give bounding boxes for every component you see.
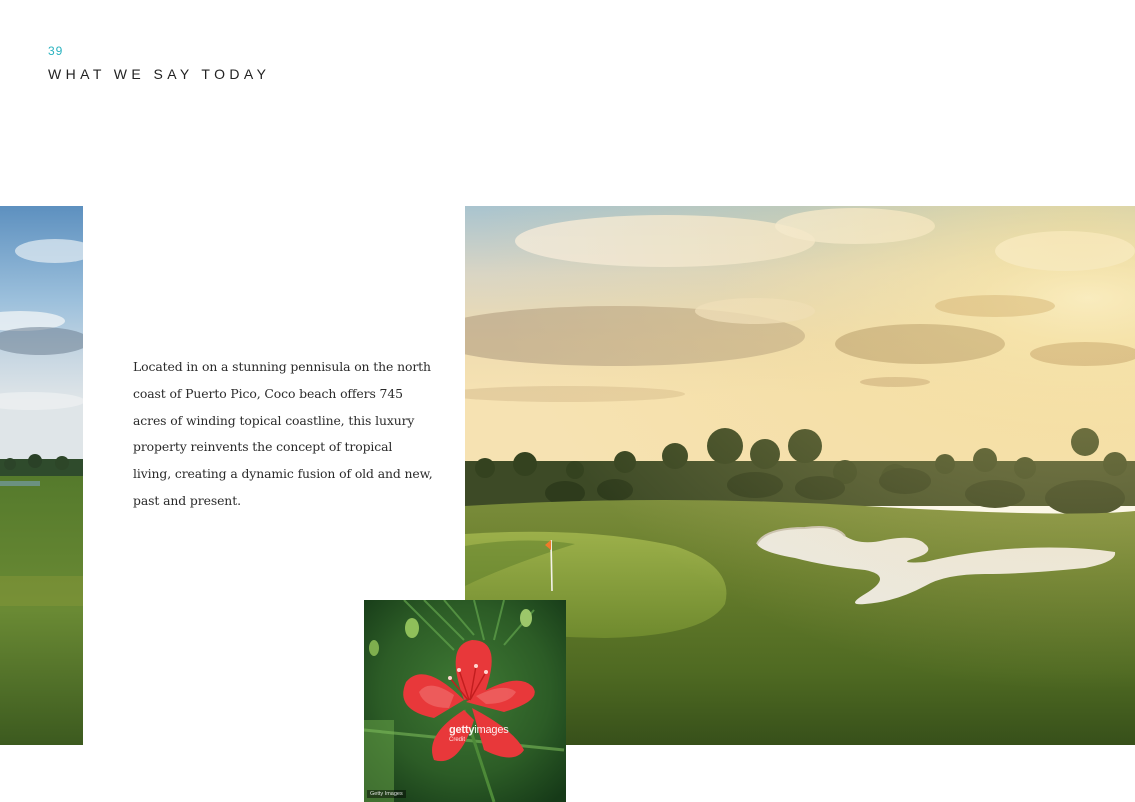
left-golf-photo: [0, 206, 83, 745]
flamboyant-flower-photo: [364, 600, 566, 802]
body-copy: Located in on a stunning pennisula on the north coast of Puerto Pico, Coco beach offers 745 acres of winding topical coastline, this luxury property reinvents the concept of tropical living, creating a dynamic fusion of old and new, past and present.: [133, 359, 433, 508]
page-number: 39: [48, 44, 64, 58]
photo-credit-tag: Getty Images: [367, 790, 406, 798]
getty-watermark-sub: Credit: [449, 737, 466, 743]
section-title: WHAT WE SAY TODAY: [48, 66, 271, 82]
getty-watermark: gettyimages: [449, 724, 509, 736]
